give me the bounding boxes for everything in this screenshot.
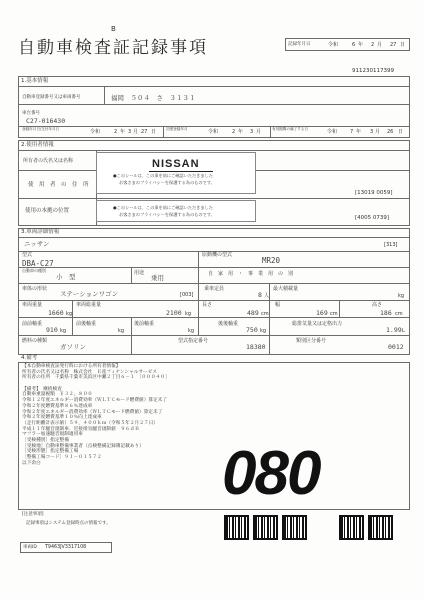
first-year-m-unit: 月 (256, 129, 262, 135)
length-value: 489 (247, 309, 259, 317)
model-no-label: 型式指定番号 (178, 338, 209, 344)
expiry-m-unit: 月 (375, 129, 381, 135)
rr-value: 750 (246, 326, 258, 334)
notes-line: ［整備工場コード］９１－０１５７２ (22, 455, 102, 460)
notes-section-title: 4.備考 (21, 355, 38, 361)
first-reg-m-unit: 月 (133, 129, 139, 135)
kind-value: 小 型 (56, 273, 76, 281)
notice-text: 記録事項はシステム登録時点の情報です。 (26, 521, 111, 526)
rr-unit: kg (260, 328, 267, 334)
record-month-unit: 月 (377, 42, 383, 48)
gross-unit: kg (185, 311, 192, 317)
fuel-label: 燃料の種類 (22, 338, 48, 344)
body-value: ステーションワゴン (60, 290, 119, 298)
use-value: 乗用 (151, 274, 164, 282)
record-month: 2 (371, 42, 375, 48)
notes-line: 以下余白 (22, 460, 41, 466)
length-unit: cm (261, 311, 269, 317)
record-year-unit: 年 (358, 42, 364, 48)
width-label: 幅 (275, 302, 281, 308)
notes-line: ［受検種別］指定整備 (22, 437, 69, 443)
fr-label: 前後軸重 (76, 321, 97, 327)
model-no-value: 18380 (246, 343, 266, 351)
capacity-value: 8 (258, 291, 262, 299)
rr-label: 後後軸重 (218, 321, 239, 327)
first-reg-y: 2 (114, 129, 118, 135)
fr-unit: kg (118, 328, 125, 334)
notes-line: 平成１１年騒音規制車、近接排気騒音規制値 ９６ｄＢ (22, 426, 140, 432)
body-label: 車体の形状 (22, 286, 48, 292)
engine-label: 原動機の型式 (202, 252, 233, 258)
privacy-sticker-1 (96, 152, 256, 194)
user-address-label: 使 用 者 の 住 所 (28, 182, 89, 188)
body-code: [003] (180, 292, 194, 298)
first-reg-d: 27 (141, 129, 148, 135)
gross-label: 車両総重量 (76, 302, 102, 308)
first-year-label: 初度登録年月 (166, 127, 188, 131)
width-unit: cm (330, 311, 338, 317)
record-day: 27 (390, 42, 397, 48)
qr-code-2 (253, 515, 278, 540)
expiry-d-unit: 日 (398, 129, 404, 135)
expiry-era: 令和 (327, 129, 338, 135)
sticker-text-1: ●このシールは、この事を前にご確認いただきました (113, 173, 213, 178)
weight-label: 車両重量 (22, 302, 43, 308)
gross-value: 2100 (166, 309, 182, 317)
notes-line: 所有者の氏名又は名称 株式会社 Ｅ産フィナンシャルサービス (22, 369, 158, 375)
first-reg-label: 登録年月日/交付年月日 (22, 127, 60, 131)
reg-value: 福岡 ５０４ さ ３１３１ (111, 94, 196, 102)
expiry-m: 3 (370, 129, 374, 135)
displacement-unit: L (402, 328, 405, 334)
weight-value: 1660 (48, 309, 64, 317)
sticker2-text-2: お客さまのプライバシーを保護する為のものです。 (119, 212, 215, 217)
document-title: 自動車検査証記録事項 (18, 38, 208, 58)
height-label: 高さ (372, 302, 383, 308)
first-reg-m: 3 (128, 129, 132, 135)
record-date-label: 記録年月日 (288, 42, 311, 47)
qr-code-4 (339, 515, 364, 540)
first-reg-d-unit: 日 (151, 129, 157, 135)
notes-line: 令和２年度燃費基準１０％向上達成車 (22, 415, 102, 421)
rf-label: 後前軸重 (134, 321, 155, 327)
height-unit: cm (395, 311, 403, 317)
first-reg-y-unit: 年 (120, 129, 126, 135)
user-section-title: 2.使用者情報 (21, 142, 54, 148)
base-code: [4005 0739] (355, 215, 390, 221)
max-load-label: 最大積載量 (273, 286, 299, 292)
privacy-sticker-2 (96, 200, 256, 222)
qr-code-3 (282, 515, 307, 540)
notice-label: [注意事項] (22, 512, 44, 517)
notes-line: 【備考】 継続検査 (22, 386, 62, 392)
fuel-value: ガソリン (60, 343, 86, 351)
nissan-logo: NISSAN (152, 158, 200, 170)
capacity-label: 乗車定員 (204, 286, 225, 292)
notes-line: マフラー加速騒音規制適用車 (22, 432, 83, 438)
ff-unit: kg (60, 328, 67, 334)
sticker-text-2: お客さまのプライバシーを保護する為のものです。 (119, 180, 215, 185)
maker-code: [313] (384, 242, 398, 248)
expiry-d: 26 (387, 129, 394, 135)
kind-label: 自動車の種別 (22, 268, 46, 273)
chassis-label: 車台番号 (22, 111, 40, 116)
basic-section-title: 1.基本情報 (21, 78, 49, 84)
notes-line: 令和２年度燃費基準８６％達成車 (22, 403, 93, 409)
vehicle-id-box (20, 542, 112, 553)
qr-code-1 (224, 515, 249, 540)
height-value: 186 (380, 309, 392, 317)
record-day-unit: 日 (400, 42, 406, 48)
notes-line: 所有者の住所 千葉県千葉市美浜区中瀬２丁目６－１ ［０００４０］ (22, 375, 170, 381)
weight-unit: kg (66, 311, 73, 317)
sticker2-text-1: ●このシールは、この事を前にご確認いただきました (113, 205, 213, 210)
max-load-unit: kg (398, 293, 405, 299)
ff-value: 910 (46, 326, 58, 334)
notes-line: 令和１２年度エネルギー消費効率（ＷＬＴＣモード燃費値）算定未了 (22, 398, 168, 404)
user-code: [13019 0059] (355, 190, 393, 196)
first-year-m: 3 (250, 129, 254, 135)
notes-line: （走行距離計表示値）５９，４００ｋｍ（令和５年２月２７日） (22, 420, 158, 426)
qr-code-5 (368, 515, 393, 540)
base-location-label: 使用の本拠の位置 (25, 208, 70, 214)
displacement-label: 総排気量又は定格出力 (292, 321, 343, 327)
expiry-label: 有効期間の満了する日 (272, 127, 308, 131)
notes-line: 自動車重量税額 ￥３２，８００ (22, 392, 93, 398)
model-label: 型式 (22, 252, 33, 258)
capacity-unit: 人 (264, 293, 270, 299)
displacement-value: 1.99 (386, 326, 402, 334)
plate-marker-080: 080 (222, 439, 320, 508)
width-value: 169 (316, 309, 328, 317)
length-label: 長さ (202, 302, 213, 308)
expiry-y: 7 (350, 129, 354, 135)
rf-unit: kg (188, 328, 195, 334)
vehicle-id-label: 車両ID (23, 545, 37, 550)
reg-label: 自動車登録番号又は車両番号 (22, 95, 81, 100)
first-year-y-unit: 年 (238, 129, 244, 135)
b-mark: B (111, 25, 116, 33)
notes-line: ［受検形態］指定整備工場 (22, 449, 79, 455)
vehicle-id-value: T9463JV3317108 (45, 545, 87, 550)
notes-line: 【本自動車検査証発行時における所有者情報】 (22, 364, 121, 369)
owner-name-label: 所有者の氏名又は名称 (23, 158, 74, 164)
expiry-y-unit: 年 (356, 129, 362, 135)
vehicle-section-title: 3.車両詳細情報 (21, 229, 60, 235)
private-label: 自 家 用 ・ 事 業 用 の 別 (208, 271, 294, 277)
ff-label: 前前軸重 (22, 321, 43, 327)
model-value: DBA-C27 (22, 259, 54, 268)
class-no-value: 0012 (388, 343, 404, 351)
maker-value: ニッサン (24, 240, 50, 248)
class-no-label: 類別区分番号 (296, 338, 327, 344)
record-year: 6 (352, 42, 356, 48)
notes-line: ［受検地］自動車整備事業者（点検整備記録簿記載あり） (22, 443, 144, 449)
first-year-era: 令和 (208, 129, 219, 135)
doc-number: 911230117399 (352, 68, 394, 74)
notes-line: 令和２年度エネルギー消費効率（ＷＬＴＣモード燃費値）算定未了 (22, 409, 163, 415)
record-era: 令和 (328, 42, 339, 48)
record-date-box (285, 38, 410, 51)
first-year-y: 2 (232, 129, 236, 135)
engine-value: MR20 (262, 256, 281, 265)
first-reg-era: 令和 (90, 129, 101, 135)
chassis-value: C27-016430 (26, 117, 66, 125)
use-label: 用途 (134, 270, 145, 276)
